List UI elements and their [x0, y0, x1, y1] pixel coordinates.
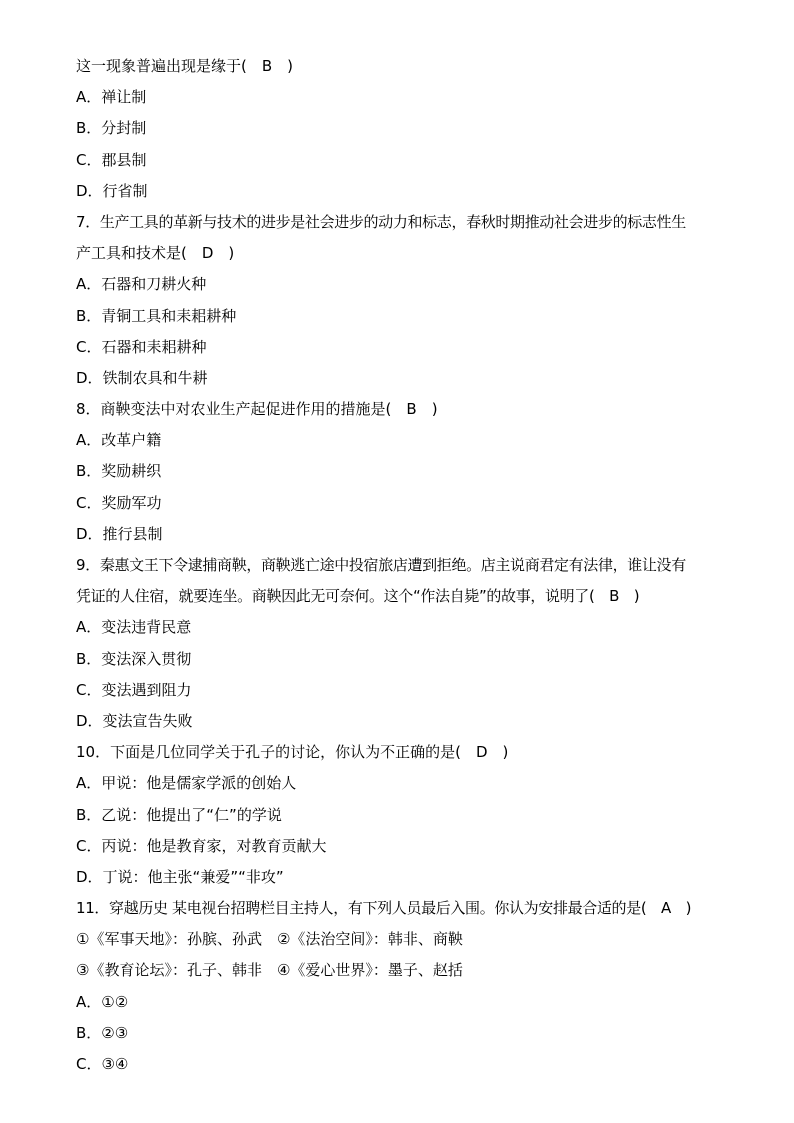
option-line: B．变法深入贯彻 — [76, 649, 192, 668]
option-line: C．丙说：他是教育家，对教育贡献大 — [76, 836, 327, 855]
option-line: A．变法违背民意 — [76, 618, 192, 637]
statement-line: ①《军事天地》：孙膑、孙武 ②《法治空间》：韩非、商鞅 — [76, 930, 463, 949]
option-line: A．禅让制 — [76, 88, 147, 107]
option-line: D．推行县制 — [76, 524, 163, 543]
question-text-block — [76, 51, 756, 1080]
option-line: C．变法遇到阻力 — [76, 680, 192, 699]
option-line: A．甲说：他是儒家学派的创始人 — [76, 774, 297, 793]
option-line: D．变法宣告失败 — [76, 711, 193, 730]
question-line: 7．生产工具的革新与技术的进步是社会进步的动力和标志，春秋时期推动社会进步的标志性生 — [76, 212, 686, 231]
question-line: 11．穿越历史 某电视台招聘栏目主持人，有下列人员最后入围。你认为安排最合适的是( A ) — [76, 899, 692, 918]
option-line: C．郡县制 — [76, 150, 147, 169]
option-line: C．石器和耒耜耕种 — [76, 337, 207, 356]
option-line: B．分封制 — [76, 119, 147, 138]
option-line: A．石器和刀耕火种 — [76, 275, 207, 294]
question-line: 8．商鞅变法中对农业生产起促进作用的措施是( B ) — [76, 400, 438, 419]
question-line: 产工具和技术是( D ) — [76, 244, 235, 263]
option-line: A．①② — [76, 992, 129, 1011]
option-line: D．行省制 — [76, 181, 148, 200]
question-line: 9．秦惠文王下令逮捕商鞅，商鞅逃亡途中投宿旅店遭到拒绝。店主说商君定有法律，谁让没有 — [76, 556, 686, 574]
option-line: D．丁说：他主张“兼爱”“非攻” — [76, 867, 284, 886]
option-line: B．奖励耕织 — [76, 462, 162, 481]
question-line: 10．下面是几位同学关于孔子的讨论，你认为不正确的是( D ) — [76, 743, 509, 762]
option-line: D．铁制农具和牛耕 — [76, 368, 208, 387]
option-line: B．②③ — [76, 1023, 129, 1042]
statement-line: ③《教育论坛》：孔子、韩非 ④《爱心世界》：墨子、赵括 — [76, 961, 463, 980]
option-line: B．乙说：他提出了“仁”的学说 — [76, 805, 282, 824]
option-line: C．奖励军功 — [76, 493, 162, 512]
question-line: 凭证的人住宿，就要连坐。商鞅因此无可奈何。这个“作法自毙”的故事，说明了( B ) — [76, 587, 640, 606]
option-line: A．改革户籍 — [76, 431, 162, 450]
option-line: B．青铜工具和耒耜耕种 — [76, 306, 237, 325]
option-line: C．③④ — [76, 1055, 129, 1073]
text-line: 这一现象普遍出现是缘于( B ) — [76, 57, 293, 75]
